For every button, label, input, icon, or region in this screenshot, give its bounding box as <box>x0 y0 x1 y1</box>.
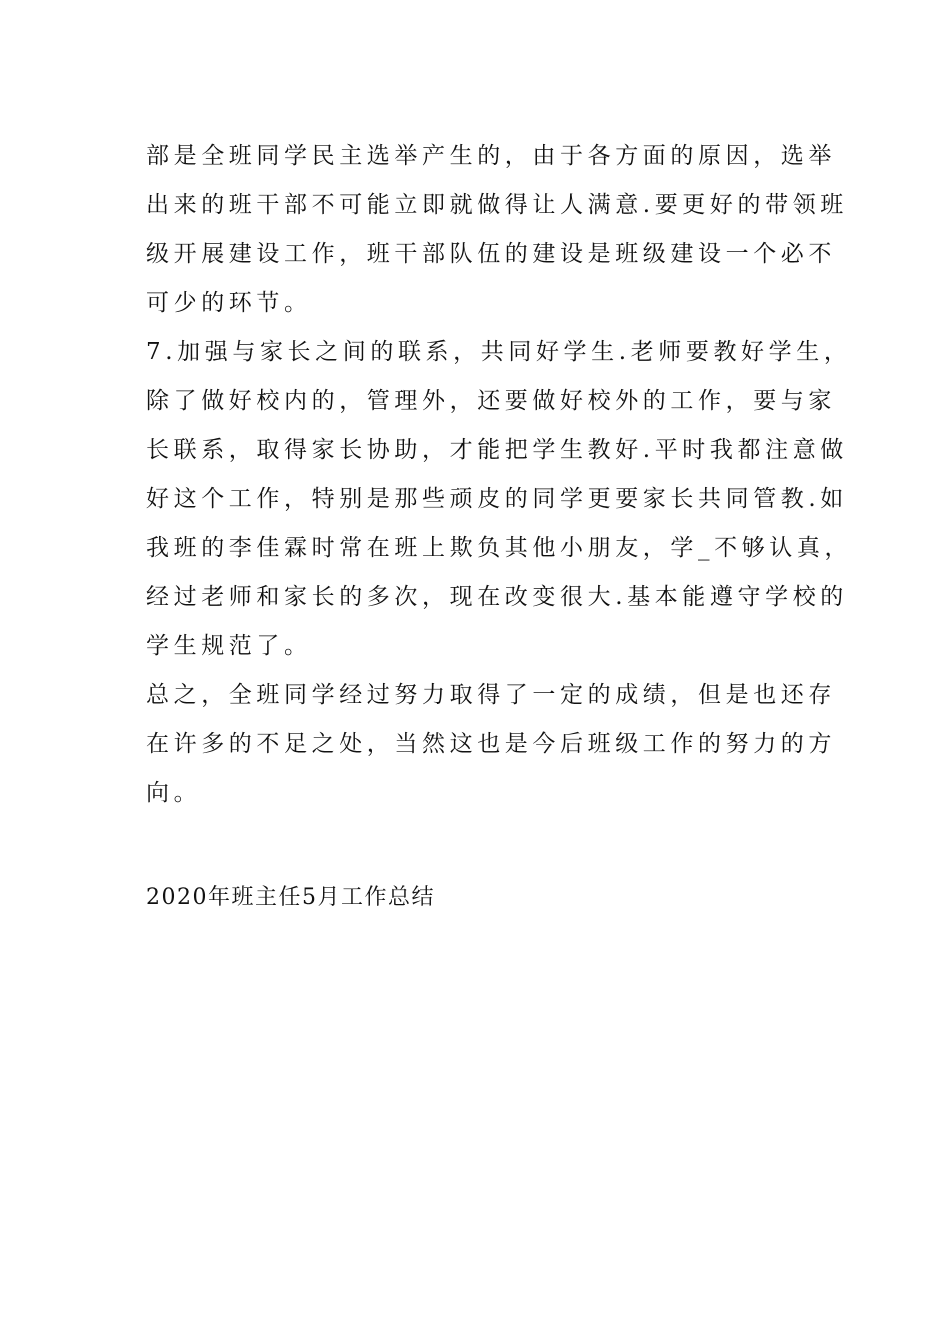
text-line: 向。 <box>146 780 202 806</box>
text-line: 7.加强与家长之间的联系，共同好学生.老师要教好学生， <box>146 339 852 365</box>
text-line: 级开展建设工作，班干部队伍的建设是班级建设一个必不 <box>146 241 836 267</box>
text-line: 部是全班同学民主选举产生的，由于各方面的原因，选举 <box>146 143 836 169</box>
text-line: 总之，全班同学经过努力取得了一定的成绩，但是也还存 <box>146 682 836 708</box>
text-line: 经过老师和家长的多次，现在改变很大.基本能遵守学校的 <box>146 584 848 610</box>
text-line: 好这个工作，特别是那些顽皮的同学更要家长共同管教.如 <box>146 486 848 512</box>
text-line: 除了做好校内的，管理外，还要做好校外的工作，要与家 <box>146 388 836 414</box>
text-line: 长联系，取得家长协助，才能把学生教好.平时我都注意做 <box>146 437 848 463</box>
text-line: 可少的环节。 <box>146 290 312 316</box>
text-line: 学生规范了。 <box>146 633 312 659</box>
document-body <box>146 132 853 818</box>
text-line: 我班的李佳霖时常在班上欺负其他小朋友，学_不够认真， <box>146 535 853 561</box>
next-section-title: 2020年班主任5月工作总结 <box>146 885 435 910</box>
text-line: 在许多的不足之处，当然这也是今后班级工作的努力的方 <box>146 731 836 757</box>
text-line: 出来的班干部不可能立即就做得让人满意.要更好的带领班 <box>146 192 848 218</box>
